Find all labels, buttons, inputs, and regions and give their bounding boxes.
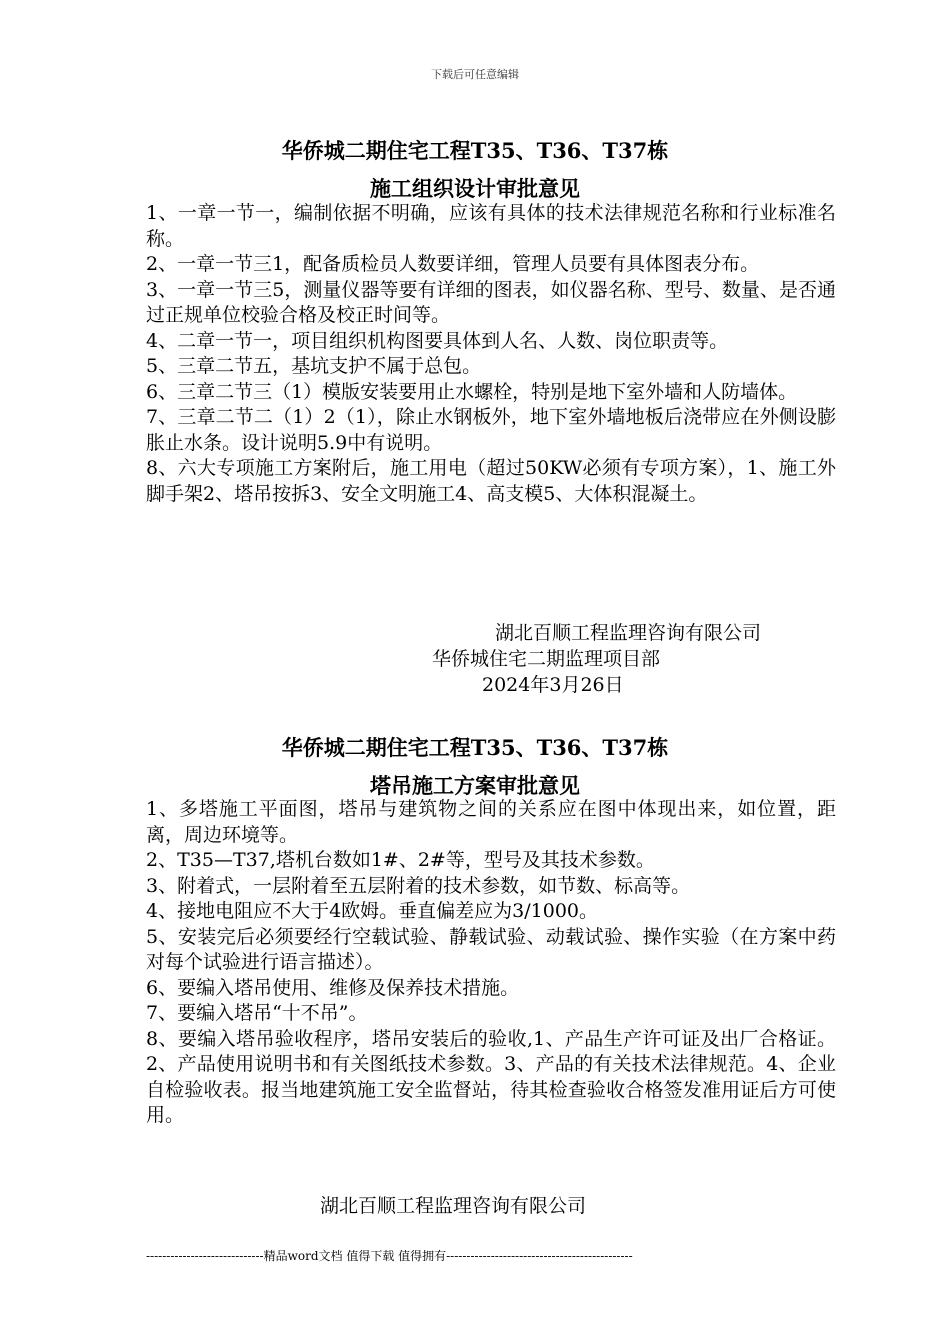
section2-item-1: 1、多塔施工平面图，塔吊与建筑物之间的关系应在图中体现出来，如位置，距离，周边环境等。 [146, 798, 836, 846]
section2-opinion-list [146, 797, 836, 1129]
section2-item-4: 4、接地电阻应不大于4欧姆。垂直偏差应为3/1000。 [146, 900, 599, 922]
page-footer: -----------------------------精品word文档 值得下载 值得拥有---------------------------------------------- [146, 1249, 633, 1263]
section2-item-8: 8、要编入塔吊验收程序，塔吊安装后的验收,1、产品生产许可证及出厂合格证。2、产品使用说明书和有关图纸技术参数。3、产品的有关技术法律规范。4、企业自检验收表。报当地建筑施工安全监督站，待其检查验收合格签发准用证后方可使用。 [146, 1027, 836, 1126]
page-header-note: 下载后可任意编辑 [431, 68, 519, 81]
section2-item-3: 3、附着式，一层附着至五层附着的技术参数，如节数、标高等。 [146, 874, 691, 897]
section2-item-2: 2、T35—T37,塔机台数如1#、2#等，型号及其技术参数。 [146, 849, 655, 871]
section1-signature-department: 华侨城住宅二期监理项目部 [432, 648, 661, 670]
section1-opinion-list [146, 201, 836, 507]
section2-title-line1: 华侨城二期住宅工程T35、T36、T37栋 [281, 735, 669, 760]
section2-item-5: 5、安装完后必须要经行空载试验、静载试验、动载试验、操作实验（在方案中药对每个试验进行语言描述）。 [146, 925, 836, 973]
section1-title-line1: 华侨城二期住宅工程T35、T36、T37栋 [281, 138, 669, 163]
section1-item-1: 1、一章一节一，编制依据不明确，应该有具体的技术法律规范名称和行业标准名称。 [146, 202, 836, 250]
section1-item-5: 5、三章二节五，基坑支护不属于总包。 [146, 355, 482, 377]
section2-title-line2: 塔吊施工方案审批意见 [370, 773, 580, 798]
section1-item-8: 8、六大专项施工方案附后，施工用电（超过50KW必须有专项方案），1、施工外脚手架2、塔吊按拆3、安全文明施工4、高支模5、大体积混凝土。 [146, 457, 836, 505]
section1-signature-company: 湖北百顺工程监理咨询有限公司 [495, 622, 762, 644]
section1-item-2: 2、一章一节三1，配备质检员人数要详细，管理人员要有具体图表分布。 [146, 253, 760, 275]
section1-signature-date: 2024年3月26日 [482, 674, 624, 696]
section1-title-line2: 施工组织设计审批意见 [370, 176, 580, 201]
section2-item-6: 6、要编入塔吊使用、维修及保养技术措施。 [146, 976, 520, 999]
section1-item-7: 7、三章二节二（1）2（1），除止水钢板外，地下室外墙地板后浇带应在外侧设膨胀止水条。设计说明5.9中有说明。 [146, 406, 836, 454]
section2-item-7: 7、要编入塔吊“十不吊”。 [146, 1002, 368, 1024]
section1-item-4: 4、二章一节一，项目组织机构图要具体到人名、人数、岗位职责等。 [146, 329, 729, 352]
section1-item-3: 3、一章一节三5，测量仪器等要有详细的图表，如仪器名称、型号、数量、是否通过正规单位校验合格及校正时间等。 [146, 278, 836, 326]
section2-signature-company: 湖北百顺工程监理咨询有限公司 [320, 1195, 587, 1217]
section1-item-6: 6、三章二节三（1）模版安装要用止水螺栓，特别是地下室外墙和人防墙体。 [146, 380, 798, 403]
